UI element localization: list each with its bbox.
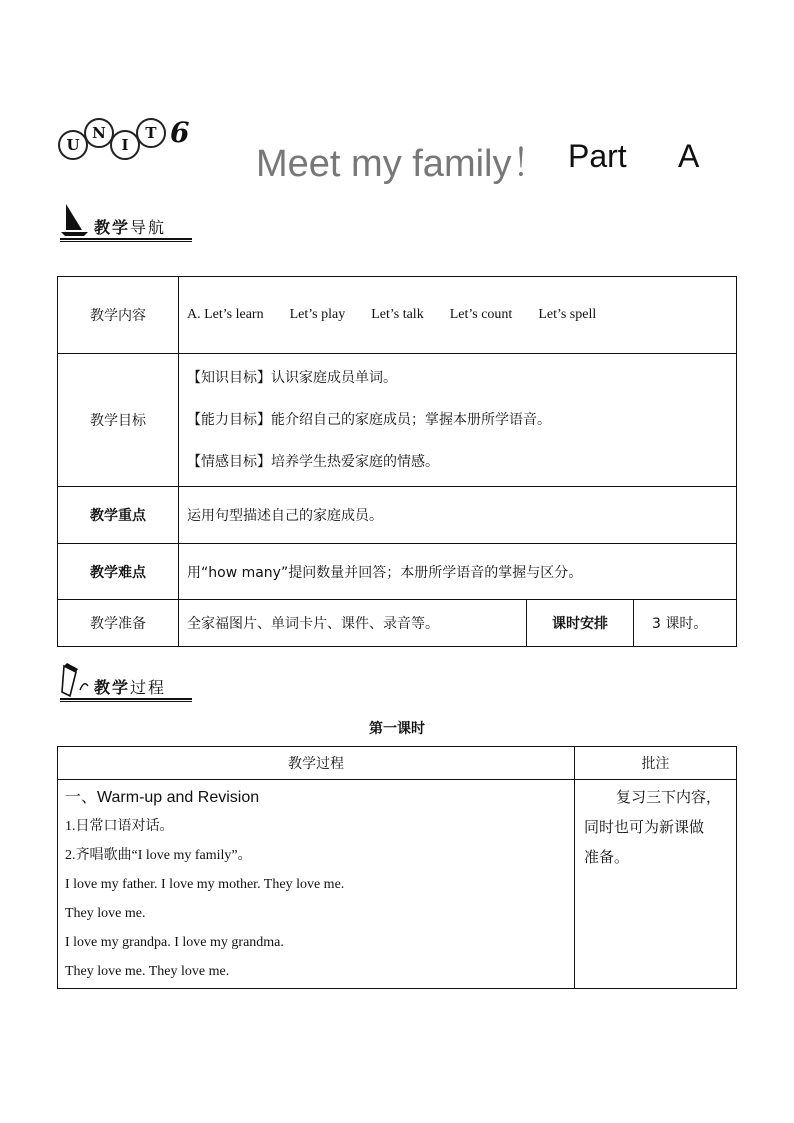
schedule-label: 课时安排 bbox=[526, 600, 634, 646]
table-row bbox=[58, 544, 737, 600]
divider bbox=[60, 698, 192, 700]
unit-letter-u: U bbox=[58, 130, 88, 160]
section-process-heading bbox=[58, 658, 166, 698]
schedule-value: 3 课时。 bbox=[652, 616, 708, 632]
table-header-row bbox=[58, 747, 737, 780]
goal-ability: 【能力目标】能介绍自己的家庭成员；掌握本册所学语音。 bbox=[187, 412, 551, 428]
section-process-bold: 教学 bbox=[94, 678, 131, 697]
difficulty-label: 教学难点 bbox=[58, 544, 179, 600]
process-line: I love my grandpa. I love my grandma. bbox=[65, 935, 284, 950]
goals-label: 教学目标 bbox=[58, 354, 179, 487]
section-nav-bold: 教学 bbox=[94, 218, 131, 237]
prep-value: 全家福图片、单词卡片、课件、录音等。 bbox=[187, 616, 439, 632]
lesson-title: 第一课时 bbox=[369, 721, 425, 737]
info-table bbox=[57, 276, 737, 647]
table-row bbox=[58, 354, 737, 487]
difficulty-value: 用“how many”提问数量并回答；本册所学语音的掌握与区分。 bbox=[179, 544, 737, 600]
content-item: A. Let’s learn bbox=[187, 307, 264, 322]
divider bbox=[60, 238, 192, 240]
process-line: I love my father. I love my mother. They love me. bbox=[65, 877, 345, 892]
process-line: They love me. They love me. bbox=[65, 964, 230, 979]
content-item: Let’s spell bbox=[538, 307, 597, 322]
section-process-light: 过程 bbox=[130, 678, 167, 697]
process-line: 一、Warm-up and Revision bbox=[65, 789, 260, 806]
content-item: Let’s talk bbox=[371, 307, 424, 322]
col-process-header: 教学过程 bbox=[58, 747, 575, 780]
goals-cell bbox=[179, 354, 737, 487]
process-table bbox=[57, 746, 737, 989]
prep-cell bbox=[179, 600, 737, 647]
part-letter: A bbox=[678, 138, 700, 174]
unit-letter-t: T bbox=[136, 118, 166, 148]
unit-letter-n: N bbox=[84, 118, 114, 148]
process-line: 1.日常口语对话。 bbox=[65, 819, 174, 834]
pencil-icon bbox=[58, 662, 92, 698]
divider bbox=[60, 701, 192, 702]
divider bbox=[60, 241, 192, 242]
process-line: They love me. bbox=[65, 906, 146, 921]
sailboat-icon bbox=[58, 202, 92, 238]
table-row bbox=[58, 780, 737, 989]
prep-label: 教学准备 bbox=[58, 600, 179, 647]
part-label: Part bbox=[568, 138, 627, 174]
page-title: Meet my family！ bbox=[256, 143, 550, 185]
process-cell bbox=[58, 780, 575, 989]
col-note-header: 批注 bbox=[575, 747, 737, 780]
table-row bbox=[58, 277, 737, 354]
goal-emotion: 【情感目标】培养学生热爱家庭的情感。 bbox=[187, 454, 439, 470]
unit-letter-i: I bbox=[110, 130, 140, 160]
unit-number: 6 bbox=[170, 116, 190, 149]
table-row bbox=[58, 487, 737, 544]
key-label: 教学重点 bbox=[58, 487, 179, 544]
section-nav-heading bbox=[58, 198, 166, 238]
content-item: Let’s count bbox=[449, 307, 513, 322]
content-item: Let’s play bbox=[289, 307, 346, 322]
content-items bbox=[179, 277, 737, 354]
goal-knowledge: 【知识目标】认识家庭成员单词。 bbox=[187, 370, 397, 386]
section-nav-light: 导航 bbox=[130, 218, 167, 237]
content-label: 教学内容 bbox=[58, 277, 179, 354]
process-line: 2.齐唱歌曲“I love my family”。 bbox=[65, 848, 252, 863]
note-cell bbox=[575, 780, 737, 989]
unit-badge bbox=[58, 112, 198, 162]
key-value: 运用句型描述自己的家庭成员。 bbox=[179, 487, 737, 544]
note-line: 同时也可为新课做 bbox=[584, 818, 705, 836]
note-line: 准备。 bbox=[584, 848, 630, 866]
table-row bbox=[58, 600, 737, 647]
note-line: 复习三下内容， bbox=[616, 788, 722, 806]
